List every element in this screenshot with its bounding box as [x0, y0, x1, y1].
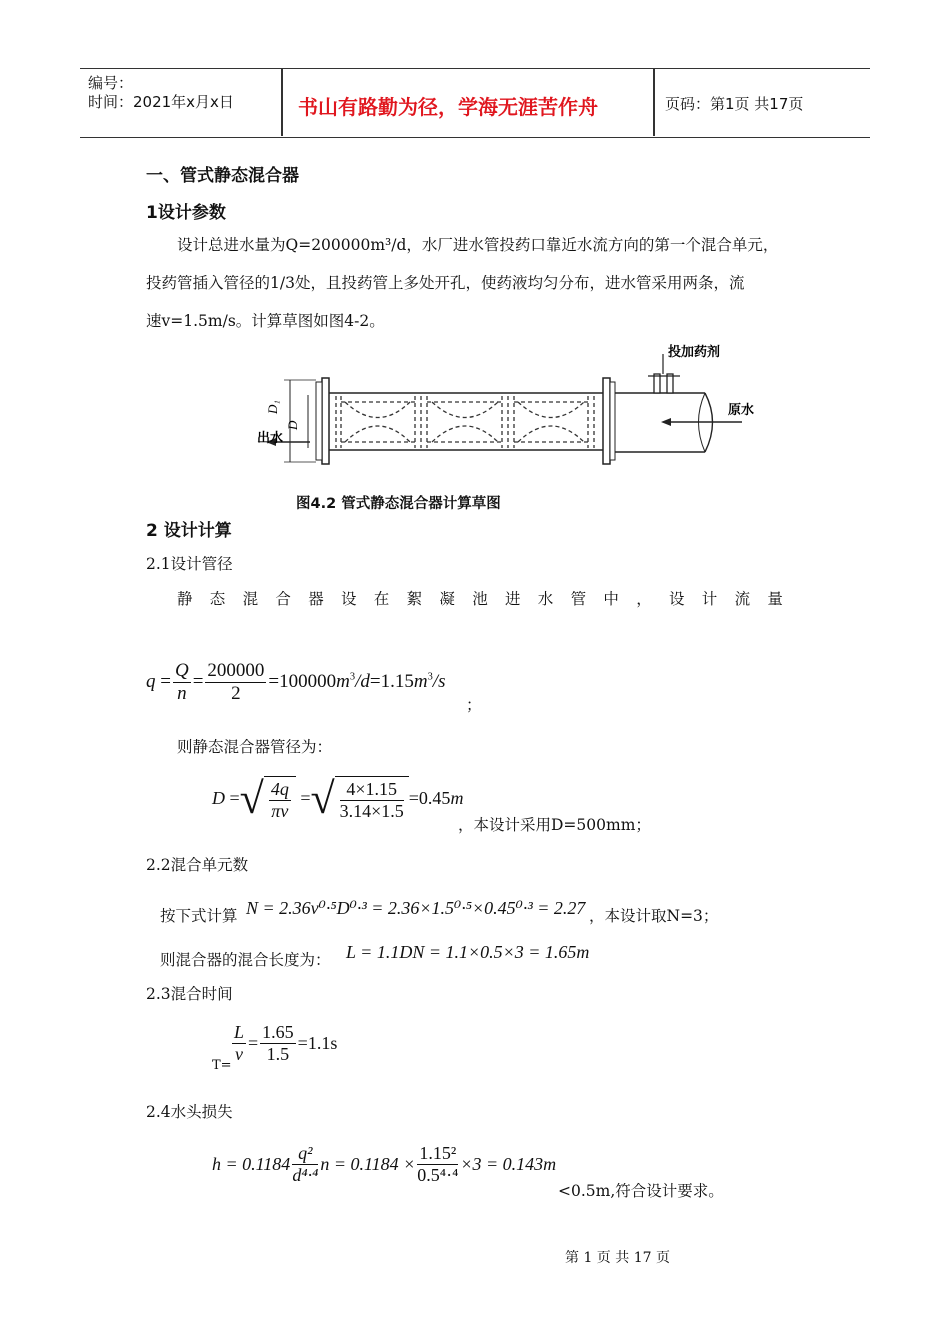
subsection-title: 2.2混合单元数 [146, 856, 249, 874]
footer-page: 第 1 页 共 17 页 [565, 1250, 670, 1266]
header-divider [653, 68, 655, 136]
doc-number-label: 编号： [88, 74, 134, 92]
label-d: D [285, 420, 300, 430]
paragraph-line: 速v=1.5m/s。计算草图如图4-2。 [146, 312, 385, 330]
header-page-info: 页码：第1页 共17页 [665, 95, 804, 113]
flange-left [322, 378, 329, 464]
label-d1: D₁ [265, 400, 280, 414]
label-dosing: 投加药剂 [668, 345, 721, 360]
design-note: <0.5m,符合设计要求。 [558, 1182, 724, 1200]
formula-n: N = 2.36v⁰·⁵D⁰·³ = 2.36×1.5⁰·⁵×0.45⁰·³ = 2.27 [246, 898, 586, 918]
formula-l: L = 1.1DN = 1.1×0.5×3 = 1.65m [346, 942, 590, 962]
subsection-title: 2.1设计管径 [146, 555, 233, 573]
formula-t: $\frac{L}{v}$ = $\frac{1.65}{1.5}$ =1.1s [234, 1022, 338, 1064]
header-divider [281, 68, 283, 136]
formula-h: h = 0.1184 $\frac{\text{q²}}{\text{d⁴·⁴}}$ n = 0.1184 × $\frac{\text{1.15²}}{\text{0.5⁴·⁴}}$ ×3 = 0.143m [212, 1143, 557, 1185]
subsection-title: 1设计参数 [146, 203, 226, 223]
paragraph-line: 设计总进水量为Q=200000m³/d，水厂进水管投药口靠近水流方向的第一个混合单元， [177, 236, 779, 254]
t-label: T= [212, 1058, 232, 1073]
label-raw-water: 原水 [728, 403, 755, 418]
design-note: ，本设计采用D=500mm； [458, 816, 651, 834]
paragraph-line: 投药管插入管径的1/3处，且投药管上多处开孔，使药液均匀分布，进水管采用两条，流 [146, 274, 745, 292]
subsection-title: 2.3混合时间 [146, 985, 233, 1003]
mixer-sketch-figure [250, 338, 770, 478]
formula-q: q = $\frac{Q}{n}$ = $\frac{200000}{2}$ =100000 $m^3/d$ =1.15 $m^3/s$ [146, 660, 446, 704]
paragraph-line: 则混合器的混合长度为： [160, 951, 331, 969]
section-title: 一、管式静态混合器 [146, 166, 299, 186]
semicolon: ； [466, 696, 482, 714]
section-title: 2 设计计算 [146, 521, 232, 541]
paragraph-line: 按下式计算 [160, 907, 238, 925]
design-note: ，本设计取N=3； [589, 907, 719, 925]
label-outlet: 出水 [257, 431, 284, 446]
paragraph-line: 静态混合器设在絮凝池进水管中，设计流量 [177, 590, 801, 608]
doc-date-label: 时间：2021年x月x日 [88, 93, 234, 111]
formula-d: D = √ $\frac{4q}{\pi v}$ = √ $\frac{4\times 1.15}{3.14\times 1.5}$ =0.45 m [212, 773, 464, 823]
figure-caption: 图4.2 管式静态混合器计算草图 [296, 496, 501, 512]
subsection-title: 2.4水头损失 [146, 1103, 233, 1121]
header-motto: 书山有路勤为径，学海无涯苦作舟 [298, 95, 598, 119]
paragraph-line: 则静态混合器管径为： [177, 738, 333, 756]
flange-right [603, 378, 610, 464]
